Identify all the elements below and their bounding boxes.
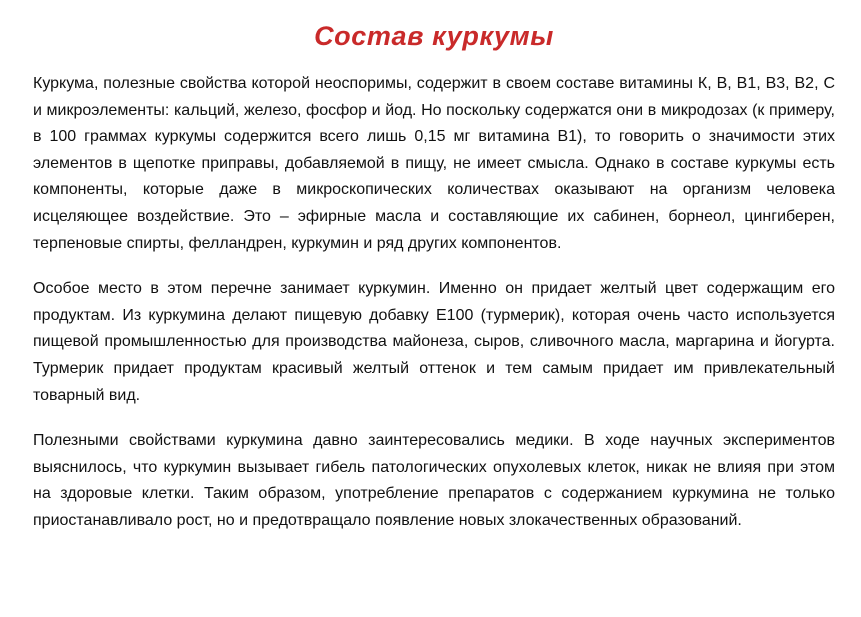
paragraph-medical: Полезными свойствами куркумина давно заинтересовались медики. В ходе научных экспериментов выяснилось, что куркумин вызывает гибель патологических опухолевых клеток, никак не влияя при этом на здоровые клетки. Таким образом, употребление препаратов с содержанием куркумина не только приостанавливало рост, но и предотвращало появление новых злокачественных образований. [33,432,835,529]
paragraph-composition: Куркума, полезные свойства которой неоспоримы, содержит в своем составе витамины К, В, В1, В3, В2, С и микроэлементы: кальций, железо, фосфор и йод. Но поскольку содержатся они в микродозах (к примеру, в 100 граммах куркумы содержится всего лишь 0,15 мг витамина В1), то говорить о значимости этих элементов в щепотке приправы, добавляемой в пищу, не имеет смысла. Однако в составе куркумы есть компоненты, которые даже в микроскопических количествах оказывают на организм человека исцеляющее воздействие. Это – эфирные масла и составляющие их сабинен, борнеол, цингиберен, терпеновые спирты, фелландрен, куркумин и ряд других компонентов. [33,75,835,252]
article-title: Состав куркумы [314,21,554,51]
paragraph-curcumin: Особое место в этом перечне занимает куркумин. Именно он придает желтый цвет содержащим его продуктам. Из куркумина делают пищевую добавку Е100 (турмерик), которая очень часто используется пищевой промышленностью для производства майонеза, сыров, сливочного масла, маргарина и йогурта. Турмерик придает продуктам красивый желтый оттенок и тем самым придает им привлекательный товарный вид. [33,280,835,404]
